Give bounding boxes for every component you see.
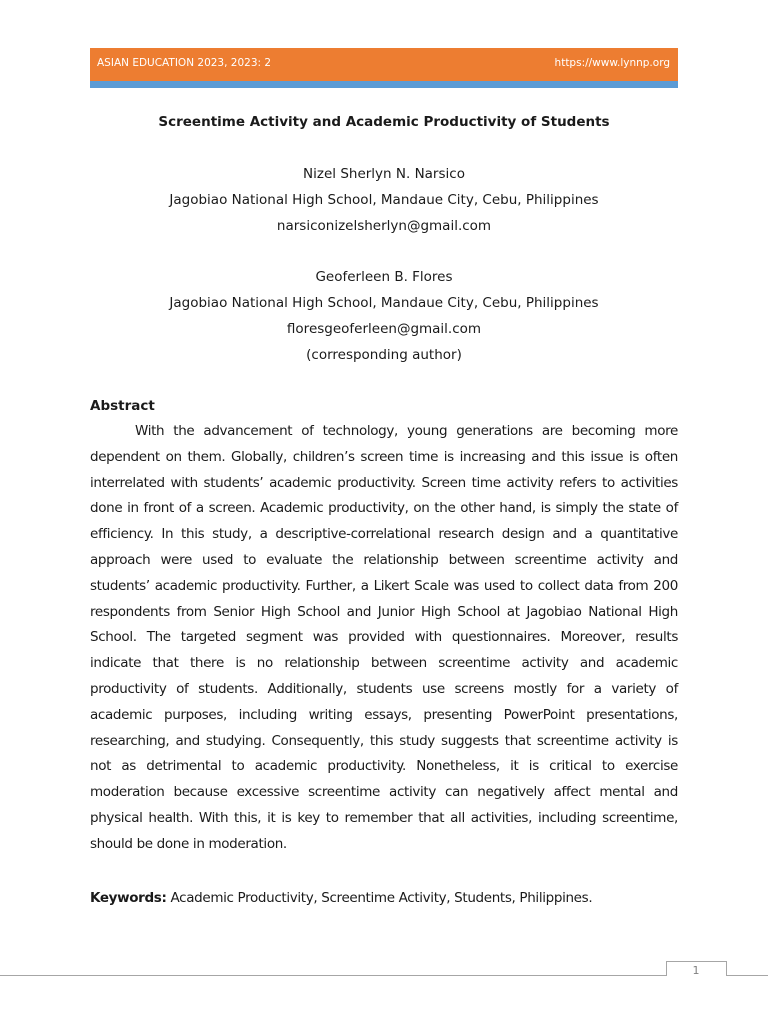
keywords-line bbox=[90, 885, 678, 911]
page-number: 1 bbox=[692, 964, 700, 977]
header-accent-stripe bbox=[90, 81, 678, 88]
author-affiliation: Jagobiao National High School, Mandaue City, Cebu, Philippines bbox=[169, 295, 599, 311]
corresponding-author-note: (corresponding author) bbox=[306, 347, 462, 363]
journal-citation: ASIAN EDUCATION 2023, 2023: 2 bbox=[97, 57, 272, 69]
paper-title: Screentime Activity and Academic Productivity of Students bbox=[158, 114, 610, 130]
author-block-1 bbox=[90, 161, 678, 239]
abstract-heading: Abstract bbox=[90, 398, 155, 414]
author-email[interactable]: floresgeoferleen@gmail.com bbox=[286, 321, 482, 337]
footer-rule bbox=[0, 975, 768, 976]
author-affiliation: Jagobiao National High School, Mandaue City, Cebu, Philippines bbox=[169, 192, 599, 208]
keywords-label: Keywords: bbox=[90, 890, 167, 906]
journal-url[interactable]: https://www.lynnp.org bbox=[554, 57, 670, 69]
keywords-text: Academic Productivity, Screentime Activity, Students, Philippines. bbox=[170, 890, 593, 906]
author-name: Geoferleen B. Flores bbox=[315, 269, 453, 285]
author-name: Nizel Sherlyn N. Narsico bbox=[303, 166, 465, 182]
journal-header-band bbox=[90, 48, 678, 81]
author-block-2 bbox=[90, 264, 678, 368]
abstract-body: With the advancement of technology, young generations are becoming more dependent on them. Globally, children’s screen time is increasing and this issue is often interrelated with students’ academic productivity. Screen time activity refers to activities done in front of a screen. Academic productivity, on the other hand, is simply the state of efficiency. In this study, a descriptive-correlational research design and a quantitative approach were used to evaluate the relationship between screentime activity and students’ academic productivity. Further, a Likert Scale was used to collect data from 200 respondents from Senior High School and Junior High School at Jagobiao National High School. The targeted segment was provided with questionnaires. Moreover, results indicate that there is no relationship between screentime activity and academic productivity of students. Additionally, students use screens mostly for a variety of academic purposes, including writing essays, presenting PowerPoint presentations, researching, and studying. Consequently, this study suggests that screentime activity is not as detrimental to academic productivity. Nonetheless, it is critical to exercise moderation because excessive screentime activity can negatively affect mental and physical health. With this, it is key to remember that all activities, including screentime, should be done in moderation. bbox=[90, 423, 678, 852]
author-email[interactable]: narsiconizelsherlyn@gmail.com bbox=[276, 218, 492, 234]
